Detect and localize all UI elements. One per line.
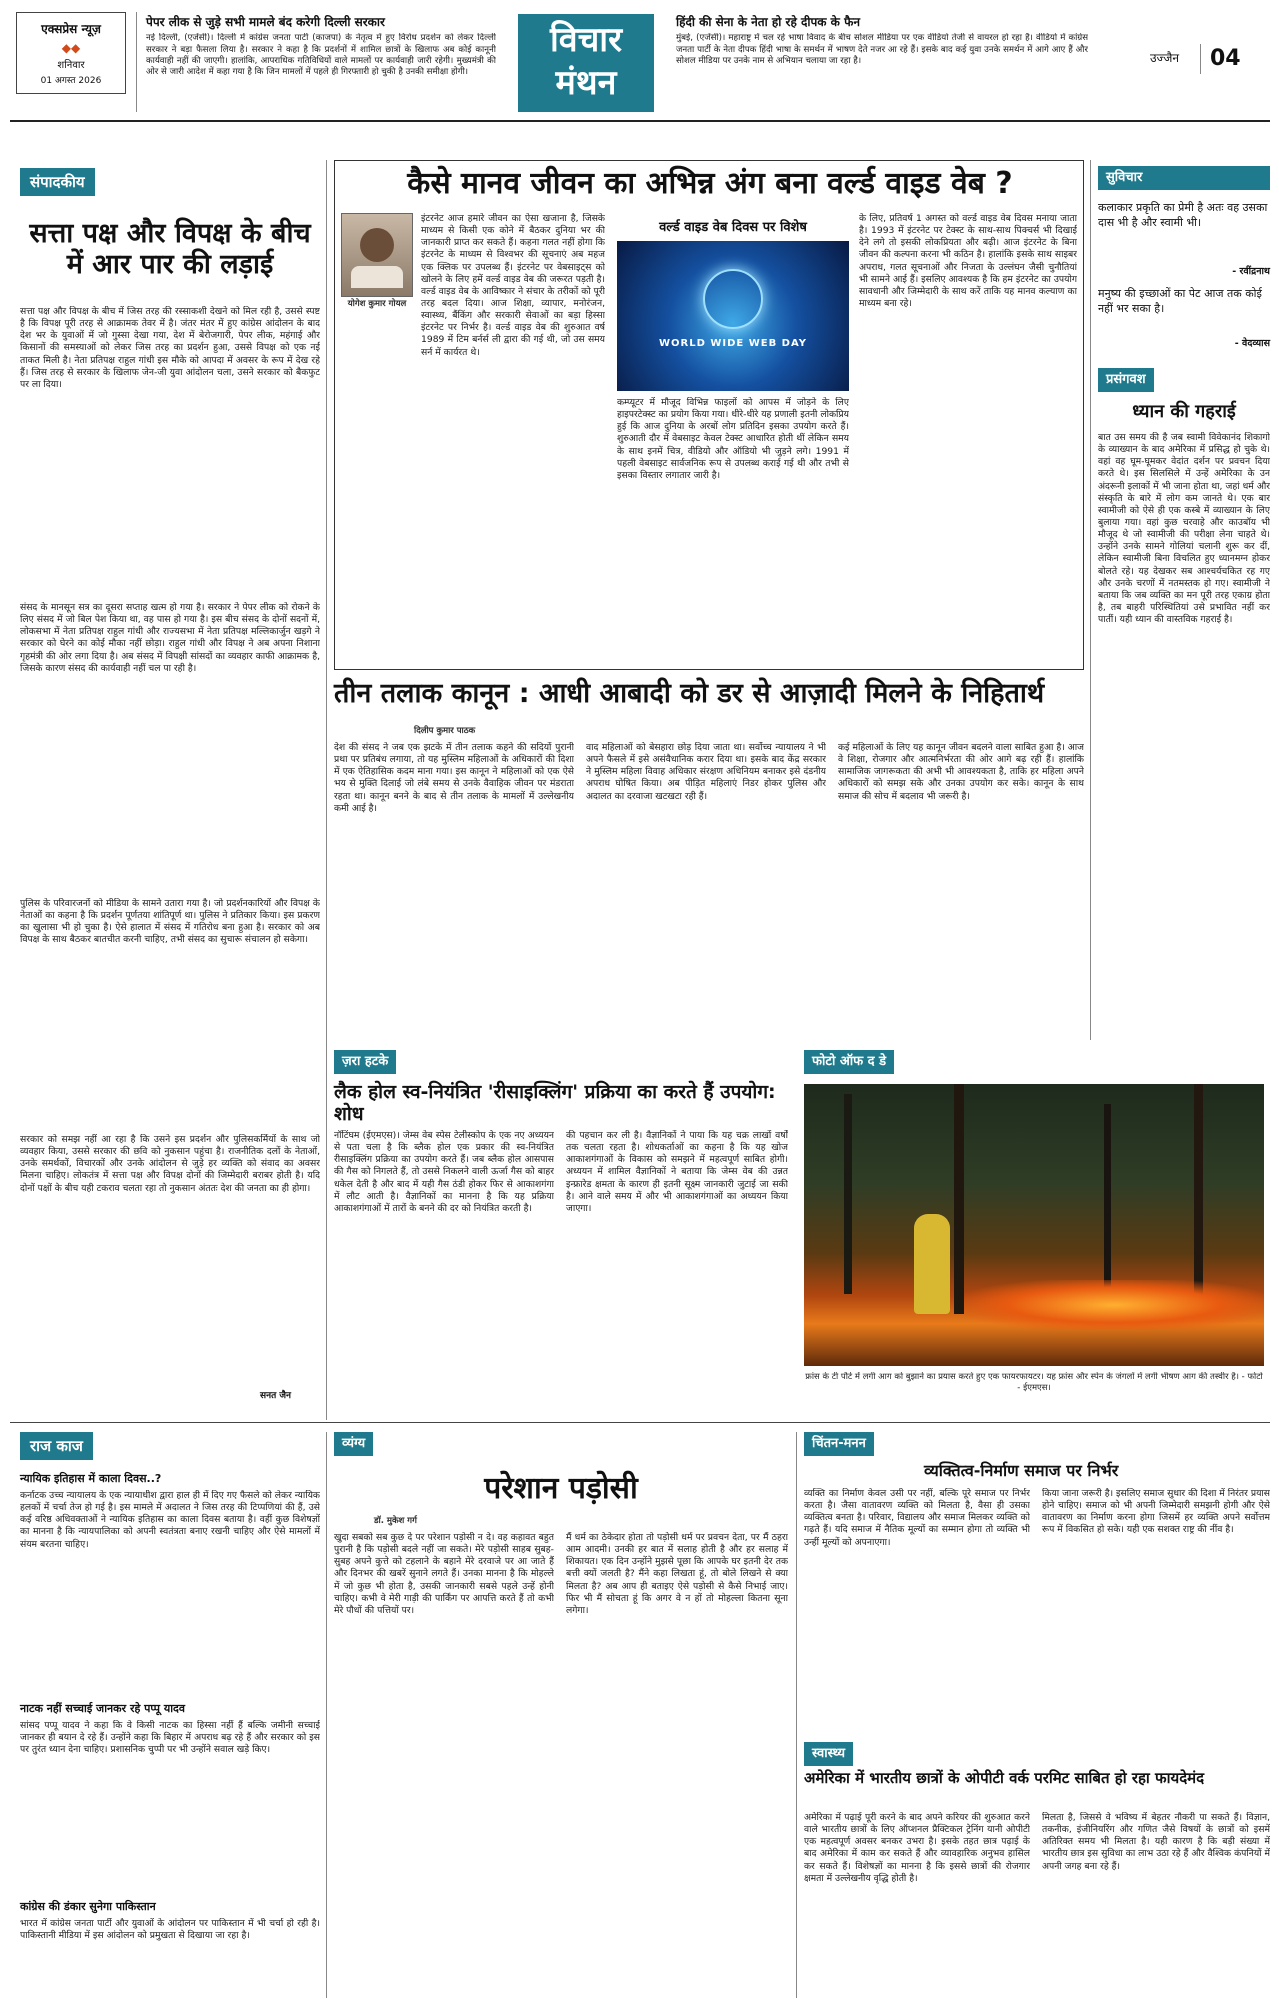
- triple-talaq-author: दिलीप कुमार पाठक: [414, 726, 476, 736]
- vyang-section: [334, 1432, 788, 1998]
- firefighter-figure: [914, 1214, 950, 1314]
- triple-talaq-section: [334, 678, 1084, 1048]
- brand-box: [16, 12, 126, 94]
- vyang-author: डॉ. मुकेश गर्ग: [374, 1516, 417, 1526]
- raj-kaaj-item-2-text: सांसद पप्पू यादव ने कहा कि वे किसी नाटक का हिस्सा नहीं हैं बल्कि जमीनी सच्चाई जानकर ही बयान दे रहे हैं। उन्होंने कहा कि बिहार में अपराध बढ़ रहे हैं और सरकार को इस पर तुरंत ध्यान देना चाहिए। प्रशासनिक चुप्पी पर भी उन्होंने सवाल खड़े किए।: [20, 1720, 320, 1756]
- editorial-para-4: सरकार को समझ नहीं आ रहा है कि उसने इस प्रदर्शन और पुलिसकर्मियों के साथ जो व्यवहार किया, उससे सरकार की छवि को नुकसान पहुंचा है। राजनीतिक दलों के नेताओं, उनके समर्थकों, विचारकों और उनके आंदोलन से जुड़े हर व्यक्ति को संवाद का अवसर मिलना चाहिए। लोकतंत्र में सत्ता पक्ष और विपक्ष दोनों की जिम्मेदारी बराबर होती है। यदि दोनों पक्षों के बीच यही टकराव चलता रहा तो नुकसान अंततः देश की जनता का ही होगा।: [20, 1134, 320, 1194]
- jara-hatke-col-1: नॉटिंघम (ईएमएस)। जेम्स वेब स्पेस टेलीस्कोप के एक नए अध्ययन से पता चला है कि ब्लैक होल एक प्रकार की स्व-नियंत्रित रीसाइक्लिंग प्रक्रिया का उपयोग करते हैं। जब ब्लैक होल आसपास की गैस को निगलते हैं, तो उससे निकलने वाली ऊर्जा गैस को बाहर धकेल देती है और बाद में यही गैस ठंडी होकर फिर से आकाशगंगा में लौट आती है। वैज्ञानिकों का मानना है कि यह प्रक्रिया आकाशगंगाओं में तारों के बनने की दर को नियंत्रित करती है।: [334, 1130, 554, 1214]
- feature-headline: कैसे मानव जीवन का अभिन्न अंग बना वर्ल्ड वाइड वेब ?: [407, 166, 1013, 201]
- photo-of-day-caption: फ्रांस के टी पौर्ट में लगी आग को बुझाने का प्रयास करते हुए एक फायरफायटर। यह फ्रांस और स्पेन के जंगलों में लगी भीषण आग की तस्वीर है। - फोटो - ईएमएस।: [805, 1372, 1263, 1394]
- prasangvash-label: प्रसंगवश: [1098, 368, 1154, 392]
- brief-right-text: मुंबई, (एजेंसी)। महाराष्ट्र में चल रहे भाषा विवाद के बीच सोशल मीडिया पर एक वीडियो तेजी से वायरल हो रहा है। वीडियो में कांग्रेस जनता पार्टी के नेता दीपक हिंदी भाषा के समर्थन में भाषण देते नजर आ रहे हैं। इसके बाद कई युवा उनके समर्थन में आगे आए हैं और सोशल मीडिया पर उनके नाम से अभियान चलाया जा रहा है।: [676, 33, 1088, 66]
- suvichar-author-1: - रवींद्रनाथ: [1232, 266, 1270, 277]
- prasangvash-text: बात उस समय की है जब स्वामी विवेकानंद शिकागो के व्याख्यान के बाद अमेरिका में प्रसिद्ध हो चुके थे। वहां वह घूम-घूमकर वेदांत दर्शन पर प्रवचन दिया करते थे। इस सिलसिले में उन्हें अमेरिका के उन अंदरूनी इलाकों में भी जाना होता था, जहां धर्म और संस्कृति के बारे में लोग कम जानते थे। एक बार स्वामीजी को ऐसे ही एक कस्बे में व्याख्यान के लिए बुलाया गया। वहां कुछ चरवाहे और काउबॉय भी मौजूद थे जो स्वामीजी की परीक्षा लेना चाहते थे। उन्होंने उनके सामने गोलियां चलानी शुरू कर दीं, लेकिन स्वामीजी बिना विचलित हुए ध्यानमग्न होकर बोलते रहे। यह देखकर सब आश्चर्यचकित रह गए और उनके चरणों में नतमस्तक हो गए। स्वामीजी ने बताया कि जब व्यक्ति का मन पूरी तरह एकाग्र होता है, तब बाहरी परिस्थितियां उसे प्रभावित नहीं कर पातीं। यही ध्यान की वास्तविक गहराई है।: [1098, 432, 1270, 626]
- triple-talaq-col-2: वाद महिलाओं को बेसहारा छोड़ दिया जाता था। सर्वोच्च न्यायालय ने भी अपने फैसले में इसे असंवैधानिक करार दिया था। इसके बाद केंद्र सरकार ने मुस्लिम महिला विवाह अधिकार संरक्षण अधिनियम बनाकर इसे दंडनीय अपराध घोषित किया। अब पीड़ित महिलाएं निडर होकर पुलिस और अदालत का दरवाजा खटखटा रही हैं।: [586, 742, 826, 802]
- swasthya-col-1: अमेरिका में पढ़ाई पूरी करने के बाद अपने करियर की शुरुआत करने वाले भारतीय छात्रों के लिए ऑप्शनल प्रैक्टिकल ट्रेनिंग यानी ओपीटी एक महत्वपूर्ण अवसर बनकर उभरा है। इसके तहत छात्र पढ़ाई के बाद अमेरिका में काम कर सकते हैं और व्यावहारिक अनुभव हासिल कर सकते हैं। विशेषज्ञों का मानना है कि इससे छात्रों की रोजगार क्षमता में उल्लेखनीय वृद्धि होती है।: [804, 1812, 1030, 1884]
- issue-day: शनिवार: [57, 60, 85, 72]
- swasthya-headline: अमेरिका में भारतीय छात्रों के ओपीटी वर्क परमिट साबित हो रहा फायदेमंद: [804, 1769, 1205, 1787]
- swasthya-label: स्वास्थ्य: [804, 1742, 853, 1766]
- brief-right-title: हिंदी की सेना के नेता हो रहे दीपक के फैन: [676, 15, 860, 29]
- editorial-section: [10, 128, 322, 1413]
- feature-section: [334, 160, 1084, 670]
- page-number: 04: [1210, 46, 1241, 71]
- www-day-image-text: WORLD WIDE WEB DAY: [658, 338, 808, 349]
- www-day-image: [617, 241, 849, 391]
- vyang-col-2: मैं धर्म का ठेकेदार होता तो पड़ोसी धर्म पर प्रवचन देता, पर मैं ठहरा आम आदमी। उनकी हर बात में सलाह होती है और हर सलाह में शिकायत। एक दिन उन्होंने मुझसे पूछा कि आपके घर इतनी देर तक बत्ती क्यों जलती है? मैंने कहा लिखता हूं, तो बोले लिखने से क्या मिलता है? अब आप ही बताइए ऐसे पड़ोसी से कैसे निभाई जाए। फिर भी मैं सोचता हूं कि अगर वे न हों तो मोहल्ला कितना सूना लगेगा।: [566, 1532, 788, 1616]
- jara-hatke-section: [334, 1050, 788, 1420]
- prasangvash-section: [1098, 368, 1270, 1040]
- city-name: उज्जैन: [1150, 51, 1180, 65]
- raj-kaaj-item-3-text: भारत में कांग्रेस जनता पार्टी और युवाओं के आंदोलन पर पाकिस्तान में भी चर्चा हो रही है। पाकिस्तानी मीडिया में इस आंदोलन को प्रमुखता से दिखाया जा रहा है।: [20, 1918, 320, 1942]
- chintan-col-2: किया जाना जरूरी है। इसलिए समाज सुधार की दिशा में निरंतर प्रयास होने चाहिए। समाज को भी अपनी जिम्मेदारी समझनी होगी और ऐसे वातावरण का निर्माण करना होगा जिसमें हर व्यक्ति अपने सर्वोत्तम रूप में विकसित हो सके। यही एक सशक्त राष्ट्र की नींव है।: [1042, 1488, 1270, 1536]
- jara-hatke-col-2: की पहचान कर ली है। वैज्ञानिकों ने पाया कि यह चक्र लाखों वर्षों तक चलता रहता है। शोधकर्ताओं का कहना है कि यह खोज आकाशगंगाओं के विकास को समझने में महत्वपूर्ण साबित होगी। अध्ययन में शामिल वैज्ञानिकों ने बताया कि जेम्स वेब की उन्नत इन्फ्रारेड क्षमता के कारण ही इतनी सूक्ष्म जानकारी जुटाई जा सकी है। आने वाले समय में और भी आकाशगंगाओं का अध्ययन किया जाएगा।: [566, 1130, 788, 1214]
- chintan-headline: व्यक्तित्व-निर्माण समाज पर निर्भर: [924, 1461, 1119, 1480]
- section-title-box: [518, 14, 654, 112]
- feature-author: योगेश कुमार गोयल: [347, 299, 407, 309]
- feature-col-1: इंटरनेट आज हमारे जीवन का ऐसा खजाना है, जिसके माध्यम से किसी एक कोने में बैठकर दुनिया भर की जानकारी प्राप्त कर सकते हैं। कहना गलत नहीं होगा कि इंटरनेट के माध्यम से विश्वभर की सूचनाएं अब महज एक क्लिक पर उपलब्ध हैं। इंटरनेट पर वेबसाइट्स को खोलने के लिए हमें वर्ल्ड वाइड वेब की जरूरत पड़ती है। वर्ल्ड वाइड वेब के आविष्कार ने संचार के तरीकों को पूरी तरह बदल दिया। आज शिक्षा, व्यापार, मनोरंजन, स्वास्थ्य, बैंकिंग और सरकारी सेवाओं का बड़ा हिस्सा इंटरनेट पर निर्भर है। वर्ल्ड वाइड वेब की शुरुआत वर्ष 1989 में टिम बर्नर्स ली द्वारा की गई थी, जो उस समय सर्न में कार्यरत थे।: [421, 213, 605, 358]
- triple-talaq-headline: तीन तलाक कानून : आधी आबादी को डर से आज़ादी मिलने के निहितार्थ: [334, 678, 1045, 709]
- feature-col-3: के लिए, प्रतिवर्ष 1 अगस्त को वर्ल्ड वाइड वेब दिवस मनाया जाता है। 1993 में इंटरनेट पर टेक्स्ट के साथ-साथ पिक्चर्स भी दिखाई देने लगे तो इसकी लोकप्रियता और बढ़ी। आज इंटरनेट के बिना जीवन की कल्पना करना भी कठिन है। हालांकि इसके साथ साइबर अपराध, गलत सूचनाओं और निजता के उल्लंघन जैसी चुनौतियां भी सामने आई हैं। इसलिए आवश्यक है कि हम इंटरनेट का उपयोग सावधानी और जिम्मेदारी के साथ करें ताकि यह मानव कल्याण का माध्यम बना रहे।: [859, 213, 1077, 309]
- brand-name: एक्सप्रेस न्यूज़: [41, 22, 101, 36]
- chintan-section: [804, 1432, 1270, 1732]
- jara-hatke-headline: लैक होल स्व-नियंत्रित 'रीसाइक्लिंग' प्रक्रिया का करते हैं उपयोग: शोध: [334, 1081, 776, 1125]
- wildfire-photo: [804, 1084, 1264, 1366]
- editorial-label: संपादकीय: [20, 168, 95, 196]
- suvichar-quote-2: मनुष्य की इच्छाओं का पेट आज तक कोई नहीं भर सका है।: [1098, 287, 1262, 316]
- chintan-label: चिंतन-मनन: [804, 1432, 874, 1456]
- swasthya-section: [804, 1742, 1270, 1998]
- raj-kaaj-item-2-title: नाटक नहीं सच्चाई जानकर रहे पप्पू यादव: [20, 1702, 186, 1715]
- suvichar-label: सुविचार: [1098, 166, 1270, 190]
- feature-col-2: कम्प्यूटर में मौजूद विभिन्न फाइलों को आपस में जोड़ने के लिए हाइपरटेक्स्ट का प्रयोग किया गया। धीरे-धीरे यह प्रणाली इतनी लोकप्रिय हुई कि आज दुनिया के अरबों लोग प्रतिदिन इसका उपयोग करते हैं। शुरुआती दौर में वेबसाइट केवल टेक्स्ट आधारित होती थीं लेकिन समय के साथ इनमें चित्र, वीडियो और ऑडियो भी जुड़ने लगे। 1991 में पहली वेबसाइट सार्वजनिक रूप से उपलब्ध कराई गई थी और तभी से इसका विस्तार लगातार जारी है।: [617, 397, 849, 481]
- brand-diamond-icon: ◆◆: [61, 41, 81, 56]
- triple-talaq-col-1: देश की संसद ने जब एक झटके में तीन तलाक कहने की सदियों पुरानी प्रथा पर प्रतिबंध लगाया, तो यह मुस्लिम महिलाओं के अधिकारों की दिशा में एक ऐतिहासिक कदम माना गया। इस कानून ने महिलाओं को एक ऐसे भय से मुक्ति दिलाई जो लंबे समय से उनके वैवाहिक जीवन पर मंडराता रहता था। कानून बनने के बाद से तीन तलाक के मामलों में उल्लेखनीय कमी आई है।: [334, 742, 574, 814]
- section-title-line2: मंथन: [555, 63, 617, 103]
- masthead: [0, 0, 1279, 118]
- brief-left-text: नई दिल्ली, (एजेंसी)। दिल्ली में कांग्रेस जनता पार्टी (काजपा) के नेतृत्व में हुए विरोध प्रदर्शन को लेकर दिल्ली सरकार ने बड़ा फैसला लिया है। सरकार ने कहा है कि प्रदर्शनों में शामिल छात्रों के खिलाफ अब कोई कानूनी कार्यवाही नहीं की जाएगी। हालांकि, आपराधिक गतिविधियों वाले मामलों पर कार्यवाही जारी रहेगी। मुख्यमंत्री की ओर से जारी आदेश में कहा गया है कि जिन मामलों में पहले ही गिरफ्तारी हो चुकी है उनकी समीक्षा होगी।: [146, 33, 496, 78]
- issue-date: 01 अगस्त 2026: [40, 75, 102, 86]
- editorial-author: सनत जैन: [260, 1391, 292, 1401]
- brief-left-title: पेपर लीक से जुड़े सभी मामले बंद करेगी दिल्ली सरकार: [146, 15, 385, 29]
- raj-kaaj-item-1-title: न्यायिक इतिहास में काला दिवस..?: [20, 1472, 162, 1485]
- feature-special-label: वर्ल्ड वाइड वेब दिवस पर विशेष: [659, 220, 807, 235]
- chintan-col-1: व्यक्ति का निर्माण केवल उसी पर नहीं, बल्कि पूरे समाज पर निर्भर करता है। जैसा वातावरण व्यक्ति को मिलता है, वैसा ही उसका व्यक्तित्व बनता है। परिवार, विद्यालय और समाज मिलकर व्यक्ति को गढ़ते हैं। यदि समाज में नैतिक मूल्यों का सम्मान होगा तो व्यक्ति भी उन्हीं मूल्यों को अपनाएगा।: [804, 1488, 1030, 1548]
- triple-talaq-col-3: कई महिलाओं के लिए यह कानून जीवन बदलने वाला साबित हुआ है। आज वे शिक्षा, रोजगार और आत्मनिर्भरता की ओर आगे बढ़ रही हैं। हालांकि सामाजिक जागरूकता की अभी भी आवश्यकता है, ताकि हर महिला अपने अधिकारों को समझ सके और उनका उपयोग कर सके। कानून के साथ समाज की सोच में बदलाव भी जरूरी है।: [838, 742, 1084, 802]
- suvichar-author-2: - वेदव्यास: [1234, 338, 1270, 349]
- raj-kaaj-item-1-text: कर्नाटक उच्च न्यायालय के एक न्यायाधीश द्वारा हाल ही में दिए गए फैसले को लेकर न्यायिक हलकों में चर्चा तेज हो गई है। इस मामले में अदालत ने जिस तरह की टिप्पणियां की हैं, उसे कई वरिष्ठ अधिवक्ताओं ने न्यायिक इतिहास का काला दिवस बताया है। वहीं कुछ विशेषज्ञों का मानना है कि न्यायपालिका को अपनी स्वतंत्रता बनाए रखनी चाहिए और ऐसे मामलों में संयम बरतना चाहिए।: [20, 1490, 320, 1550]
- suvichar-quote-1: कलाकार प्रकृति का प्रेमी है अतः वह उसका दास भी है और स्वामी भी।: [1098, 201, 1268, 230]
- section-title-line1: विचार: [549, 20, 622, 60]
- vyang-headline: परेशान पड़ोसी: [484, 1471, 638, 1506]
- prasangvash-headline: ध्यान की गहराई: [1132, 401, 1236, 422]
- raj-kaaj-item-3-title: कांग्रेस की डंकार सुनेगा पाकिस्तान: [20, 1900, 156, 1913]
- brief-left: [146, 14, 496, 110]
- vyang-col-1: खुदा सबको सब कुछ दे पर परेशान पड़ोसी न दे। वह कहावत बहुत पुरानी है कि पड़ोसी बदले नहीं जा सकते। मेरे पड़ोसी साहब सुबह-सुबह अपने कुत्ते को टहलाने के बहाने मेरे दरवाजे पर आ जाते हैं और दिनभर की खबरें सुनाने लगते हैं। उनका मानना है कि मोहल्ले में जो कुछ भी होता है, उसकी जानकारी सबसे पहले उन्हें होनी चाहिए। कभी वे मेरी गाड़ी की पार्किंग पर आपत्ति करते हैं तो कभी मेरे पौधों की पत्तियों पर।: [334, 1532, 554, 1616]
- jara-hatke-label: ज़रा हटके: [334, 1050, 396, 1074]
- globe-icon: [703, 269, 763, 329]
- editorial-para-3: पुलिस के परिवारजनों को मीडिया के सामने उतारा गया है। जो प्रदर्शनकारियों और विपक्ष के नेताओं का कहना है कि प्रदर्शन पूर्णतया शांतिपूर्ण था। पुलिस ने प्रतिकार किया। इस प्रकरण का खुलासा भी हो चुका है। ऐसे हालात में संसद में गतिरोध बना हुआ है। सरकार को अब विपक्ष के साथ बैठकर बातचीत करनी चाहिए, तभी संसद का सुचारू संचालन हो सकेगा।: [20, 898, 320, 946]
- vyang-label: व्यंग्य: [334, 1432, 373, 1456]
- suvichar-section: [1098, 166, 1270, 356]
- author-photo: [341, 213, 413, 297]
- brief-right: [676, 14, 1088, 110]
- photo-of-day-section: [800, 1050, 1270, 1420]
- editorial-para-2: संसद के मानसून सत्र का दूसरा सप्ताह खत्म हो गया है। सरकार ने पेपर लीक को रोकने के लिए संसद में जो बिल पेश किया था, वह पास हो गया है। इस बीच संसद के दोनों सदनों में, लोकसभा में नेता प्रतिपक्ष राहुल गांधी और राज्यसभा में नेता प्रतिपक्ष मल्लिकार्जुन खड़गे ने सरकार को घेरने का कोई मौका नहीं छोड़ा। राहुल गांधी और विपक्ष ने अब अपना निशाना गृहमंत्री की ओर लगा दिया है। अब संसद में विपक्षी सांसदों का व्यवहार काफी आक्रामक है, जिसके कारण संसद की कार्यवाही नहीं चल पा रही है।: [20, 602, 320, 674]
- editorial-para-1: सत्ता पक्ष और विपक्ष के बीच में जिस तरह की रस्साकशी देखने को मिल रही है, उससे स्पष्ट है कि विपक्ष पूरी तरह से आक्रामक तेवर में है। जंतर मंतर में हुए कांग्रेस आंदोलन के बाद देश भर के युवाओं में जो गुस्सा देखा गया, देश में बेरोजगारी, पेपर लीक, महंगाई और किसानों की समस्याओं को लेकर जिस तरह का प्रदर्शन हुआ, उससे विपक्ष को एक नई ताकत मिली है। नेता प्रतिपक्ष राहुल गांधी इस मौके को आपदा में अवसर के रूप में देख रहे हैं। जिस तरह से सरकार के खिलाफ जेन-जी युवा आंदोलन चला, उसने सरकार को बैकफुट पर ला दिया।: [20, 306, 320, 390]
- photo-of-day-label: फोटो ऑफ द डे: [804, 1050, 894, 1074]
- raj-kaaj-section: [10, 1432, 322, 1998]
- author-face-icon: [360, 228, 394, 262]
- swasthya-col-2: मिलता है, जिससे वे भविष्य में बेहतर नौकरी पा सकते हैं। विज्ञान, तकनीक, इंजीनियरिंग और गणित जैसे विषयों के छात्रों को इसमें अतिरिक्त समय भी मिलता है। यही कारण है कि बड़ी संख्या में भारतीय छात्र इस सुविधा का लाभ उठा रहे हैं और वैश्विक कंपनियों में अपनी जगह बना रहे हैं।: [1042, 1812, 1270, 1872]
- raj-kaaj-label: राज काज: [20, 1432, 93, 1460]
- editorial-headline: सत्ता पक्ष और विपक्ष के बीच में आर पार की लड़ाई: [29, 218, 311, 281]
